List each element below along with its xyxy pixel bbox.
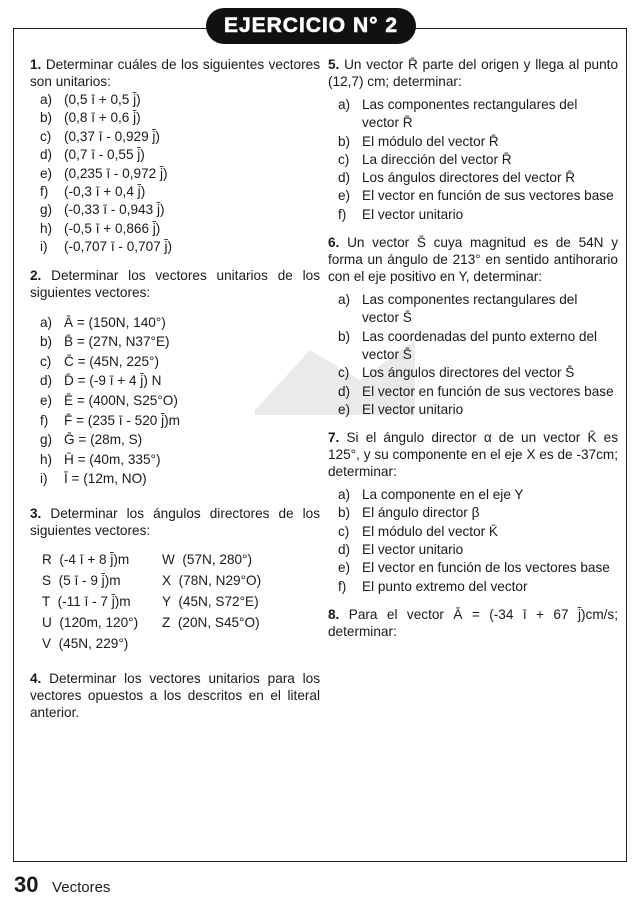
vector-entry: T (-11 ī - 7 j̄)m <box>42 594 131 609</box>
list-item <box>40 332 320 352</box>
item-text: (-0,5 ī + 0,866 j̄) <box>64 220 161 236</box>
list-item <box>40 128 320 146</box>
item-letter: e) <box>40 393 53 409</box>
vector-entry: Z (20N, S45°O) <box>162 615 260 630</box>
list-item <box>40 91 320 109</box>
item-text: Las componentes rectangulares del vector R̄ <box>362 97 578 131</box>
problem-number: 4. <box>30 671 42 686</box>
problem-number: 6. <box>328 235 340 251</box>
item-text: El vector en función de sus vectores base <box>362 383 614 399</box>
list-item <box>338 578 618 596</box>
item-text: El ángulo director β <box>362 505 480 521</box>
item-text: D̄ = (-9 ī + 4 j̄) N <box>64 373 162 389</box>
vector-entry: V (45N, 229°) <box>42 636 129 651</box>
problem-text: Determinar los ángulos directores de los siguientes vectores: <box>30 506 320 538</box>
item-letter: b) <box>338 133 351 149</box>
item-text: Los ángulos directores del vector S̄ <box>362 365 575 381</box>
list-item <box>338 328 618 365</box>
list-item <box>338 559 618 577</box>
problem-3 <box>30 505 320 652</box>
exercise-title-badge: EJERCICIO N° 2 <box>206 8 416 44</box>
list-item <box>40 109 320 127</box>
item-letter: g) <box>40 432 53 448</box>
item-letter: g) <box>40 202 53 218</box>
section-name: Vectores <box>52 879 111 896</box>
problem-text: Determinar cuáles de los siguientes vectores son unitarios: <box>30 57 320 89</box>
item-letter: c) <box>40 128 52 144</box>
item-text: H̄ = (40m, 335°) <box>64 451 161 467</box>
item-text: (-0,3 ī + 0,4 j̄) <box>64 184 146 200</box>
list-item <box>40 430 320 450</box>
item-letter: c) <box>338 151 350 167</box>
item-list <box>328 96 618 224</box>
item-letter: a) <box>338 97 351 112</box>
item-letter: a) <box>338 292 351 308</box>
item-letter: h) <box>40 451 53 467</box>
item-text: La componente en el eje Y <box>362 487 524 503</box>
item-letter: d) <box>338 542 351 558</box>
list-item <box>40 165 320 183</box>
problem-number: 5. <box>328 57 340 72</box>
item-text: (0,235 ī - 0,972 j̄) <box>64 165 168 181</box>
list-item <box>338 151 618 169</box>
item-text: El vector en función de los vectores base <box>362 560 610 576</box>
item-letter: f) <box>40 184 49 200</box>
problem-number: 2. <box>30 267 42 283</box>
list-item <box>338 364 618 382</box>
item-text: F̄ = (235 ī - 520 j̄)m <box>64 412 180 428</box>
problem-6 <box>328 234 618 419</box>
item-letter: b) <box>40 334 53 350</box>
list-item <box>338 291 618 328</box>
list-item <box>338 187 618 205</box>
item-letter: b) <box>338 328 351 344</box>
list-item <box>40 450 320 470</box>
item-letter: f) <box>338 206 347 222</box>
item-text: Las coordenadas del punto externo del vector S̄ <box>362 328 598 362</box>
list-item <box>40 183 320 201</box>
list-item <box>40 371 320 391</box>
problem-7 <box>328 429 618 596</box>
item-list <box>30 313 320 489</box>
item-text: (0,8 ī + 0,6 j̄) <box>64 110 141 126</box>
item-letter: f) <box>338 578 347 594</box>
item-text: Los ángulos directores del vector R̄ <box>362 170 576 186</box>
item-letter: e) <box>40 165 53 181</box>
problem-number: 8. <box>328 606 340 622</box>
list-item <box>338 504 618 522</box>
page-footer <box>14 872 110 898</box>
list-item <box>338 383 618 401</box>
item-letter: e) <box>338 188 351 204</box>
item-letter: e) <box>338 401 351 417</box>
problem-number: 1. <box>30 57 42 72</box>
item-letter: d) <box>338 170 351 186</box>
left-column <box>30 56 320 721</box>
item-text: (0,37 ī - 0,929 j̄) <box>64 128 160 144</box>
item-letter: a) <box>338 487 351 503</box>
vector-entry: W (57N, 280°) <box>162 552 253 567</box>
item-text: El vector unitario <box>362 542 464 558</box>
item-text: Ī = (12m, NO) <box>64 471 147 487</box>
item-text: C̄ = (45N, 225°) <box>64 353 159 369</box>
item-list <box>328 291 618 419</box>
right-column <box>328 56 618 640</box>
item-letter: f) <box>40 412 49 428</box>
item-letter: c) <box>40 353 52 369</box>
item-letter: a) <box>40 92 53 107</box>
item-letter: i) <box>40 471 48 487</box>
problem-5 <box>328 56 618 224</box>
list-item <box>338 96 618 133</box>
vector-entry: R (-4 ī + 8 j̄)m <box>42 552 130 567</box>
list-item <box>338 523 618 541</box>
problem-text: Un vector R̄ parte del origen y llega al punto (12,7) cm; determinar: <box>328 57 619 89</box>
item-text: Ā = (150N, 140°) <box>64 314 166 330</box>
problem-text: Determinar los vectores unitarios de los siguientes vectores: <box>30 267 321 300</box>
vector-entry <box>162 635 332 652</box>
list-item <box>338 206 618 224</box>
item-list <box>328 486 618 596</box>
item-letter: c) <box>338 523 350 539</box>
problem-text: Determinar los vectores unitarios para los vectores opuestos a los descritos en el literal anterior. <box>30 671 321 720</box>
item-text: (-0,33 ī - 0,943 j̄) <box>64 202 165 218</box>
item-text: El vector unitario <box>362 206 464 222</box>
item-text: El módulo del vector R̄ <box>362 133 499 149</box>
list-item <box>338 541 618 559</box>
item-letter: d) <box>338 383 351 399</box>
problem-text: Si el ángulo director α de un vector K̄ es 125°, y su componente en el eje X es de -37cm; determinar: <box>328 430 618 480</box>
problem-2 <box>30 267 320 489</box>
item-text: (0,5 ī + 0,5 j̄) <box>64 92 141 107</box>
vector-grid <box>30 551 320 652</box>
vector-entry: X (78N, N29°O) <box>162 573 262 588</box>
item-text: B̄ = (27N, N37°E) <box>64 334 170 350</box>
problem-text: Un vector S̄ cuya magnitud es de 54N y forma un ángulo de 213° en sentido antihorario con el eje positivo en Y, determinar: <box>328 235 619 285</box>
item-letter: e) <box>338 560 351 576</box>
item-letter: c) <box>338 365 350 381</box>
item-text: El módulo del vector K̄ <box>362 523 499 539</box>
item-text: Ē = (400N, S25°O) <box>64 393 178 409</box>
page-number: 30 <box>14 872 39 897</box>
item-letter: d) <box>40 373 53 389</box>
item-letter: b) <box>40 110 53 126</box>
list-item <box>40 220 320 238</box>
item-text: Ḡ = (28m, S) <box>64 432 143 448</box>
item-text: (-0,707 ī - 0,707 j̄) <box>64 239 173 255</box>
item-letter: a) <box>40 314 53 330</box>
list-item <box>40 201 320 219</box>
item-text: El vector unitario <box>362 401 464 417</box>
problem-4 <box>30 670 320 721</box>
item-letter: h) <box>40 220 53 236</box>
vector-entry: S (5 ī - 9 j̄)m <box>42 573 121 588</box>
list-item <box>338 169 618 187</box>
problem-1 <box>30 56 320 257</box>
item-list <box>30 91 320 257</box>
item-text: Las componentes rectangulares del vector S̄ <box>362 292 578 326</box>
list-item <box>338 486 618 504</box>
list-item <box>40 411 320 431</box>
problem-number: 7. <box>328 430 340 446</box>
item-letter: d) <box>40 147 53 163</box>
item-letter: i) <box>40 239 48 255</box>
item-text: La dirección del vector R̄ <box>362 151 512 167</box>
vector-entry: U (120m, 120°) <box>42 615 139 630</box>
item-text: (0,7 ī - 0,55 j̄) <box>64 147 145 163</box>
vector-entry: Y (45N, S72°E) <box>162 594 259 609</box>
problem-text: Para el vector Ā = (-34 ī + 67 j̄)cm/s; determinar: <box>328 606 618 639</box>
list-item <box>40 313 320 333</box>
list-item <box>338 133 618 151</box>
item-text: El punto extremo del vector <box>362 578 528 594</box>
problem-8 <box>328 606 618 640</box>
list-item <box>338 401 618 419</box>
problem-number: 3. <box>30 506 42 521</box>
item-text: El vector en función de sus vectores base <box>362 188 614 204</box>
item-letter: b) <box>338 505 351 521</box>
list-item <box>40 391 320 411</box>
list-item <box>40 352 320 372</box>
list-item <box>40 469 320 489</box>
list-item <box>40 146 320 164</box>
list-item <box>40 238 320 256</box>
